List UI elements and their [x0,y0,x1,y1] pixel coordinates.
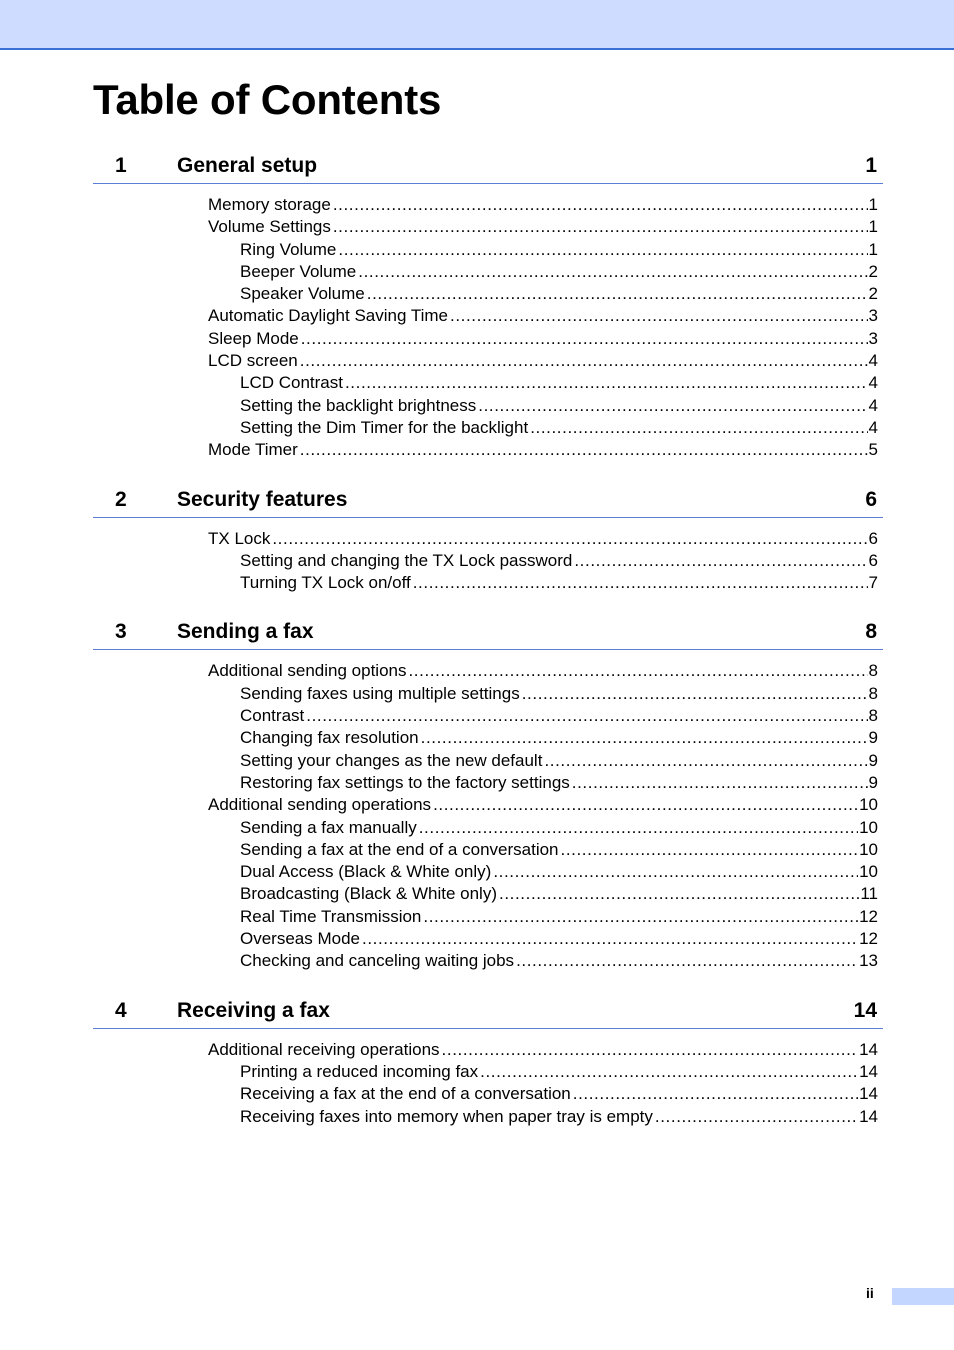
dot-leader [522,683,868,705]
dot-leader [338,239,867,261]
toc-entry[interactable] [240,372,878,394]
toc-entry-page-number: 4 [868,351,878,371]
toc-entry-page-number: 14 [859,1039,878,1059]
header-band [0,0,954,50]
toc-entry-label: Volume Settings [208,217,331,237]
dot-leader [478,395,867,417]
chapter-page-number: 8 [865,620,877,644]
toc-entry-label: Setting your changes as the new default [240,750,543,770]
dot-leader [301,328,868,350]
toc-entry-page-number: 1 [868,217,878,237]
toc-entry-label: Beeper Volume [240,261,357,281]
toc-entry-page-number: 5 [868,440,878,460]
toc-entry-label: Mode Timer [208,440,298,460]
dot-leader [408,660,867,682]
toc-entry-page-number: 6 [868,528,878,548]
dot-leader [561,839,859,861]
toc-entry-page-number: 14 [859,1061,878,1081]
toc-entry-label: Additional receiving operations [208,1039,440,1059]
toc-entry[interactable] [208,528,878,550]
chapter-title: Security features [177,487,348,511]
chapter-number: 3 [115,620,127,644]
chapter-3 [93,616,883,972]
toc-entry[interactable] [240,727,878,749]
toc-entry-label: Turning TX Lock on/off [240,573,411,593]
toc-entry[interactable] [208,439,878,461]
chapter-title: General setup [177,154,318,177]
toc-entry[interactable] [240,417,878,439]
toc-entry-label: Sleep Mode [208,328,299,348]
chapter-number: 4 [115,998,127,1022]
toc-entry-label: Printing a reduced incoming fax [240,1061,479,1081]
toc-entry-page-number: 11 [860,884,878,904]
toc-entry[interactable] [240,395,878,417]
chapter-heading[interactable] [93,995,883,1029]
toc-entry-page-number: 3 [868,328,878,348]
chapter-heading[interactable] [93,150,883,184]
toc-entry-label: Checking and canceling waiting jobs [240,951,515,971]
footer-page-number: ii [866,1285,874,1301]
chapter-1 [93,150,883,462]
table-of-contents [93,150,883,1150]
toc-entry-label: Sending a fax at the end of a conversation [240,839,559,859]
toc-entry-label: Additional sending operations [208,795,432,815]
toc-entry[interactable] [240,750,878,772]
dot-leader [333,194,868,216]
toc-entry-label: TX Lock [208,528,271,548]
toc-entry-label: Changing fax resolution [240,728,419,748]
dot-leader [306,705,867,727]
dot-leader [413,572,868,594]
toc-entry-label: Receiving faxes into memory when paper tray is empty [240,1106,653,1126]
chapter-entries [93,184,883,462]
dot-leader [367,283,868,305]
chapter-page-number: 1 [865,154,877,177]
toc-entry-label: LCD screen [208,351,298,371]
toc-entry-label: Additional sending options [208,661,407,681]
toc-entry[interactable] [240,1083,878,1105]
toc-entry-page-number: 9 [868,772,878,792]
chapter-entries [93,1029,883,1128]
toc-entry[interactable] [240,705,878,727]
chapter-number: 1 [115,154,127,177]
toc-entry[interactable] [240,906,878,928]
toc-entry-page-number: 4 [868,373,878,393]
toc-entry-page-number: 12 [859,906,878,926]
dot-leader [272,528,867,550]
toc-entry-label: Memory storage [208,195,331,214]
toc-entry[interactable] [240,1106,878,1128]
toc-entry-label: Setting the Dim Timer for the backlight [240,417,529,437]
toc-entry-page-number: 14 [859,1106,878,1126]
toc-entry-page-number: 7 [868,573,878,593]
toc-entry[interactable] [208,1039,878,1061]
toc-entry[interactable] [208,216,878,238]
toc-entry[interactable] [208,660,878,682]
dot-leader [516,950,858,972]
toc-entry-page-number: 9 [868,728,878,748]
chapter-number: 2 [115,487,127,511]
toc-entry-label: Overseas Mode [240,929,360,949]
toc-entry[interactable] [240,683,878,705]
dot-leader [333,216,868,238]
toc-entry-page-number: 4 [868,417,878,437]
dot-leader [300,350,868,372]
chapter-4 [93,995,883,1128]
chapter-heading[interactable] [93,484,883,518]
chapter-title: Sending a fax [177,620,314,644]
chapter-entries [93,650,883,972]
toc-entry-page-number: 9 [868,750,878,770]
toc-entry-label: Receiving a fax at the end of a conversation [240,1084,571,1104]
toc-entry[interactable] [240,928,878,950]
toc-entry-page-number: 6 [868,550,878,570]
dot-leader [655,1106,858,1128]
dot-leader [433,794,858,816]
toc-entry-label: Real Time Transmission [240,906,422,926]
chapter-2 [93,484,883,595]
toc-entry-label: Setting the backlight brightness [240,395,477,415]
toc-entry-page-number: 1 [868,195,878,214]
toc-entry-label: LCD Contrast [240,373,343,393]
footer-tab [892,1288,954,1305]
dot-leader [480,1061,858,1083]
toc-entry[interactable] [240,1061,878,1083]
toc-entry-page-number: 4 [868,395,878,415]
toc-entry-label: Ring Volume [240,239,337,259]
toc-entry[interactable] [240,261,878,283]
dot-leader [362,928,858,950]
dot-leader [574,550,867,572]
toc-entry[interactable] [208,794,878,816]
toc-entry[interactable] [240,817,878,839]
chapter-title: Receiving a fax [177,998,330,1022]
toc-entry-page-number: 8 [868,661,878,681]
dot-leader [358,261,867,283]
dot-leader [499,883,859,905]
toc-entry[interactable] [208,328,878,350]
toc-entry[interactable] [208,194,878,216]
toc-entry-label: Contrast [240,706,305,726]
toc-entry-label: Restoring fax settings to the factory settings [240,772,570,792]
dot-leader [419,817,858,839]
toc-entry-label: Broadcasting (Black & White only) [240,884,497,904]
dot-leader [572,772,868,794]
toc-entry[interactable] [240,950,878,972]
dot-leader [544,750,867,772]
toc-entry-page-number: 12 [859,929,878,949]
toc-entry-label: Speaker Volume [240,284,365,304]
toc-entry[interactable] [208,305,878,327]
dot-leader [421,727,868,749]
toc-entry[interactable] [240,572,878,594]
toc-entry-label: Setting and changing the TX Lock password [240,550,573,570]
toc-entry-label: Sending faxes using multiple settings [240,683,520,703]
toc-entry[interactable] [240,239,878,261]
toc-entry[interactable] [240,550,878,572]
toc-entry-label: Automatic Daylight Saving Time [208,306,448,326]
dot-leader [300,439,868,461]
toc-entry-page-number: 1 [868,239,878,259]
toc-entry-page-number: 13 [859,951,878,971]
dot-leader [573,1083,858,1105]
dot-leader [423,906,858,928]
toc-entry[interactable] [240,861,878,883]
chapter-page-number: 6 [865,487,877,511]
dot-leader [450,305,868,327]
toc-entry-page-number: 10 [859,817,878,837]
toc-entry-page-number: 10 [859,862,878,882]
toc-entry-page-number: 3 [868,306,878,326]
chapter-heading[interactable] [93,616,883,650]
dot-leader [493,861,858,883]
toc-entry-page-number: 8 [868,683,878,703]
toc-entry[interactable] [208,350,878,372]
toc-entry-label: Sending a fax manually [240,817,417,837]
chapter-entries [93,518,883,595]
page-title: Table of Contents [93,76,442,123]
toc-entry-page-number: 10 [859,839,878,859]
toc-entry-page-number: 14 [859,1084,878,1104]
toc-entry[interactable] [240,772,878,794]
toc-entry[interactable] [240,883,878,905]
dot-leader [530,417,867,439]
dot-leader [345,372,868,394]
toc-entry-page-number: 10 [859,795,878,815]
toc-entry-page-number: 2 [868,284,878,304]
chapter-page-number: 14 [853,998,877,1022]
toc-entry-label: Dual Access (Black & White only) [240,862,492,882]
toc-entry[interactable] [240,839,878,861]
toc-entry-page-number: 8 [868,706,878,726]
toc-entry-page-number: 2 [868,261,878,281]
dot-leader [442,1039,859,1061]
toc-entry[interactable] [240,283,878,305]
